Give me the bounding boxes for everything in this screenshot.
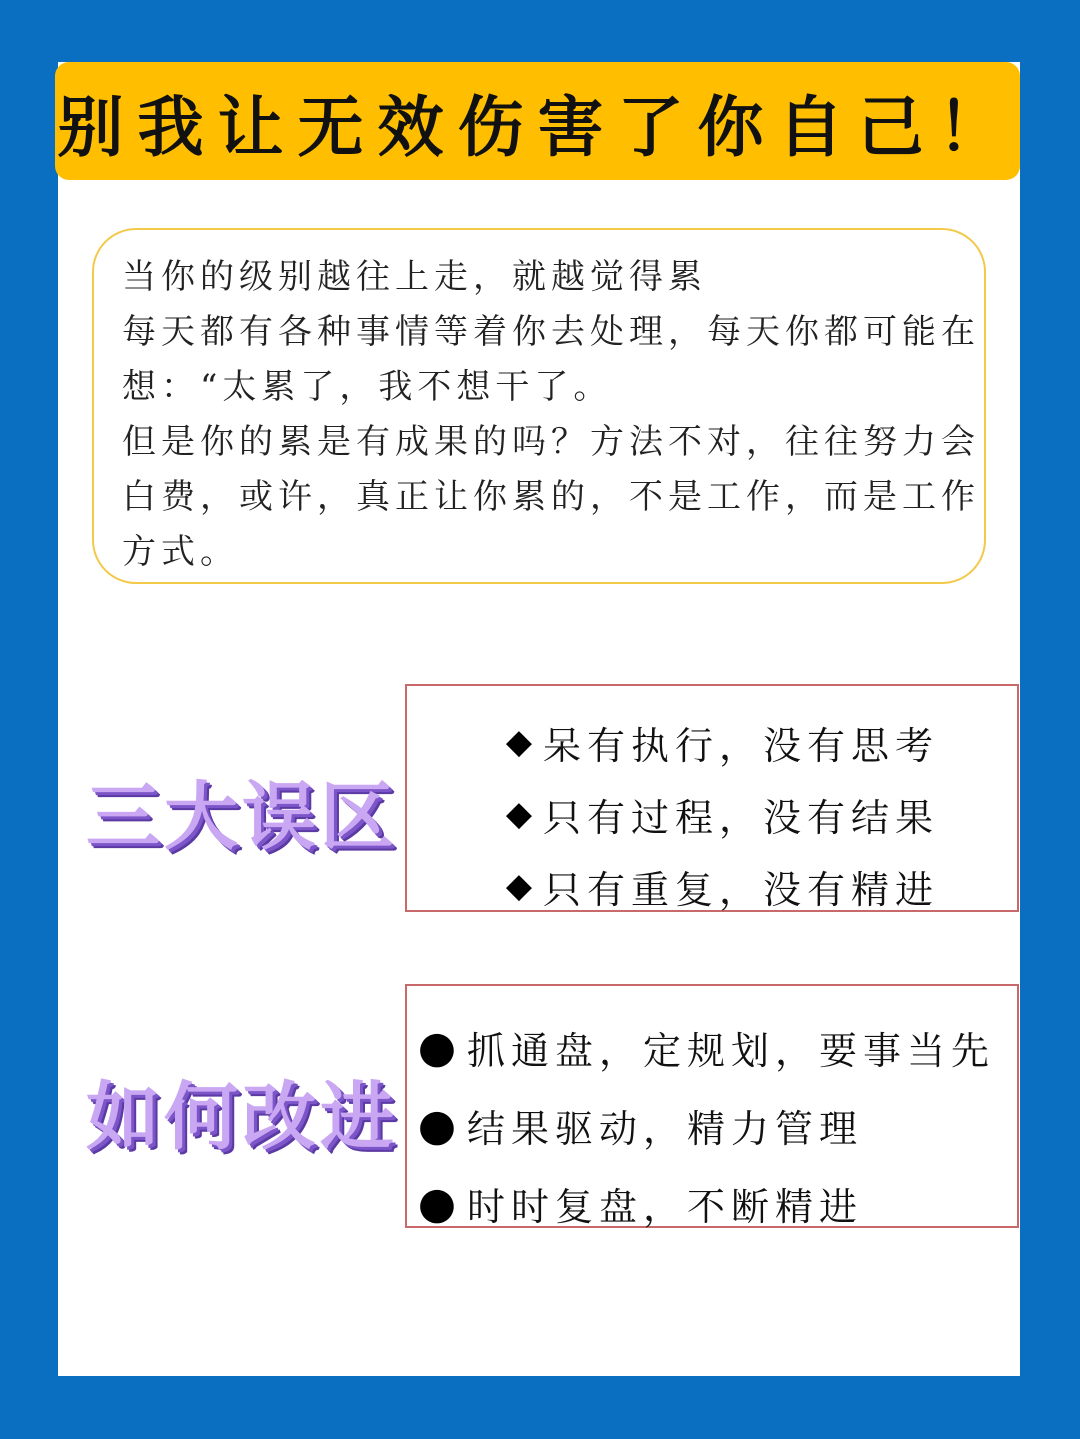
list-item-text: 抓通盘，定规划，要事当先 — [467, 1028, 996, 1073]
diamond-bullet-icon: ◆ — [505, 794, 533, 834]
list-item — [407, 778, 1017, 850]
mistakes-list — [405, 684, 1019, 912]
list-item — [407, 706, 1017, 778]
list-item — [407, 1008, 1017, 1086]
list-item-text: 只有重复，没有精进 — [543, 867, 940, 912]
list-item-text: 呆有执行，没有思考 — [543, 723, 940, 768]
intro-textbox — [92, 228, 986, 584]
list-item-text: 只有过程，没有结果 — [543, 795, 940, 840]
intro-line: 方式。 — [122, 532, 239, 572]
improve-list — [405, 984, 1019, 1228]
intro-line: 但是你的累是有成果的吗？方法不对，往往努力会 — [122, 422, 980, 462]
list-item — [407, 1164, 1017, 1242]
list-item — [407, 1086, 1017, 1164]
intro-line: 想：“太累了，我不想干了。 — [122, 367, 613, 407]
diamond-bullet-icon: ◆ — [505, 722, 533, 762]
mistakes-heading: 三大误区 — [86, 774, 398, 860]
title-banner — [55, 62, 1020, 180]
improve-heading: 如何改进 — [86, 1074, 398, 1160]
intro-line: 当你的级别越往上走，就越觉得累 — [122, 257, 707, 297]
dot-bullet-icon: ● — [417, 1099, 457, 1151]
dot-bullet-icon: ● — [417, 1021, 457, 1073]
dot-bullet-icon: ● — [417, 1177, 457, 1229]
intro-line: 白费，或许，真正让你累的，不是工作，而是工作 — [122, 477, 980, 517]
list-item — [407, 850, 1017, 922]
diamond-bullet-icon: ◆ — [505, 866, 533, 906]
list-item-text: 结果驱动，精力管理 — [467, 1106, 864, 1151]
intro-line: 每天都有各种事情等着你去处理，每天你都可能在 — [122, 312, 980, 352]
list-item-text: 时时复盘，不断精进 — [467, 1184, 864, 1229]
page-title: 别我让无效伤害了你自己！ — [57, 87, 1018, 166]
